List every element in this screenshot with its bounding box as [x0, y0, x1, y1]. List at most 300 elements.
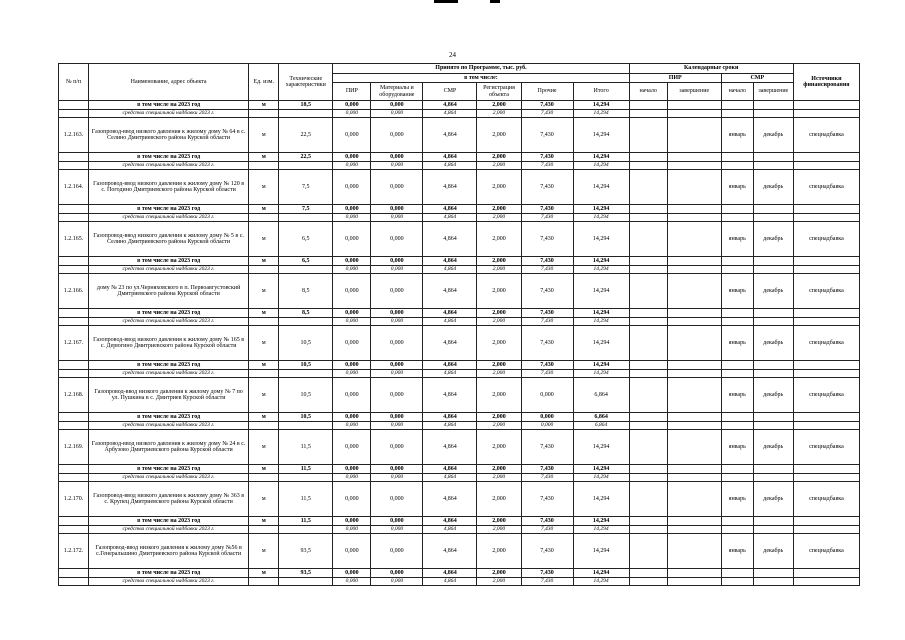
- source-cell: спецнадбавка: [793, 430, 859, 465]
- value-other: 7,430: [521, 162, 573, 170]
- unit-cell: м: [249, 118, 279, 153]
- pir-end-cell: [667, 110, 721, 118]
- surcharge-row: [59, 214, 860, 222]
- pir-start-cell: [629, 162, 667, 170]
- source-cell: [793, 465, 859, 474]
- pir-start-cell: [629, 326, 667, 361]
- header-sources: Источники финансирования: [793, 64, 859, 101]
- value-reg: 2,000: [477, 101, 521, 110]
- value-pir: 0,000: [333, 318, 371, 326]
- value-pir: 0,000: [333, 378, 371, 413]
- value-total: 14,294: [573, 205, 629, 214]
- pir-start-cell: [629, 118, 667, 153]
- value-mat: 0,000: [371, 465, 423, 474]
- value-pir: 0,000: [333, 526, 371, 534]
- smr-end-cell: [753, 569, 793, 578]
- smr-end-cell: [753, 370, 793, 378]
- row-label: в том числе на 2023 год: [89, 569, 249, 578]
- smr-end-cell: [753, 101, 793, 110]
- row-number: [59, 162, 89, 170]
- value-pir: 0,000: [333, 170, 371, 205]
- pir-start-cell: [629, 318, 667, 326]
- row-number: [59, 214, 89, 222]
- surcharge-row: [59, 526, 860, 534]
- year-total-row: [59, 205, 860, 214]
- tech-cell: 11,5: [279, 482, 333, 517]
- pir-start-cell: [629, 569, 667, 578]
- pir-end-cell: [667, 309, 721, 318]
- smr-end-cell: декабрь: [753, 222, 793, 257]
- value-smr: 4,864: [423, 422, 477, 430]
- pir-end-cell: [667, 474, 721, 482]
- pir-end-cell: [667, 214, 721, 222]
- row-number: [59, 578, 89, 586]
- value-pir: 0,000: [333, 517, 371, 526]
- scan-artifact: [490, 0, 500, 3]
- value-smr: 4,864: [423, 309, 477, 318]
- value-reg: 2,000: [477, 326, 521, 361]
- unit-cell: м: [249, 326, 279, 361]
- value-other: 7,430: [521, 361, 573, 370]
- value-smr: 4,864: [423, 569, 477, 578]
- smr-end-cell: [753, 413, 793, 422]
- pir-end-cell: [667, 205, 721, 214]
- value-reg: 2,000: [477, 413, 521, 422]
- value-other: 7,430: [521, 110, 573, 118]
- object-name: Газопровод-ввод низкого давления к жилому дому № 165 в с. Дерюгино Дмитриевского района Курской области: [89, 326, 249, 361]
- pir-end-cell: [667, 326, 721, 361]
- value-smr: 4,864: [423, 153, 477, 162]
- source-cell: [793, 370, 859, 378]
- row-label: средства специальной надбавки 2023 г.: [89, 474, 249, 482]
- value-other: 7,430: [521, 170, 573, 205]
- row-label: средства специальной надбавки 2023 г.: [89, 162, 249, 170]
- value-total: 14,294: [573, 370, 629, 378]
- unit-cell: [249, 474, 279, 482]
- value-reg: 2,000: [477, 465, 521, 474]
- value-total: 14,294: [573, 474, 629, 482]
- value-reg: 2,000: [477, 118, 521, 153]
- year-total-row: [59, 465, 860, 474]
- tech-cell: 22,5: [279, 118, 333, 153]
- unit-cell: м: [249, 378, 279, 413]
- smr-start-cell: [721, 422, 753, 430]
- row-label: в том числе на 2023 год: [89, 153, 249, 162]
- smr-start-cell: [721, 266, 753, 274]
- source-cell: спецнадбавка: [793, 378, 859, 413]
- source-cell: [793, 214, 859, 222]
- row-number: 1.2.165.: [59, 222, 89, 257]
- row-number: 1.2.172.: [59, 534, 89, 569]
- smr-start-cell: [721, 370, 753, 378]
- tech-cell: 6,5: [279, 222, 333, 257]
- value-pir: 0,000: [333, 257, 371, 266]
- row-label: в том числе на 2023 год: [89, 517, 249, 526]
- value-total: 14,294: [573, 222, 629, 257]
- pir-start-cell: [629, 153, 667, 162]
- tech-cell: 6,5: [279, 257, 333, 266]
- value-mat: 0,000: [371, 526, 423, 534]
- row-label: средства специальной надбавки 2023 г.: [89, 266, 249, 274]
- header-smr-start: начало: [721, 83, 753, 101]
- value-reg: 2,000: [477, 274, 521, 309]
- smr-end-cell: декабрь: [753, 482, 793, 517]
- smr-start-cell: [721, 474, 753, 482]
- table-header: [59, 64, 860, 101]
- source-cell: [793, 153, 859, 162]
- pir-end-cell: [667, 101, 721, 110]
- header-cost-group: Принято по Программе, тыс. руб.: [333, 64, 629, 74]
- surcharge-row: [59, 110, 860, 118]
- row-label: средства специальной надбавки 2023 г.: [89, 214, 249, 222]
- pir-end-cell: [667, 465, 721, 474]
- unit-cell: м: [249, 430, 279, 465]
- value-smr: 4,864: [423, 326, 477, 361]
- source-cell: [793, 526, 859, 534]
- tech-cell: 93,5: [279, 569, 333, 578]
- value-other: 7,430: [521, 309, 573, 318]
- header-incl: в том числе:: [333, 74, 629, 83]
- scan-artifact: [434, 0, 458, 3]
- row-number: 1.2.168.: [59, 378, 89, 413]
- smr-start-cell: [721, 361, 753, 370]
- value-mat: 0,000: [371, 170, 423, 205]
- row-label: в том числе на 2023 год: [89, 205, 249, 214]
- object-name: Газопровод-ввод низкого давления к жилому дому № 363 в с. Крупец Дмитриевского района Курской области: [89, 482, 249, 517]
- value-pir: 0,000: [333, 534, 371, 569]
- value-total: 14,294: [573, 578, 629, 586]
- pir-start-cell: [629, 430, 667, 465]
- value-total: 14,294: [573, 517, 629, 526]
- source-cell: спецнадбавка: [793, 326, 859, 361]
- value-other: 7,430: [521, 370, 573, 378]
- pir-end-cell: [667, 266, 721, 274]
- unit-cell: [249, 526, 279, 534]
- tech-cell: [279, 266, 333, 274]
- object-name: Газопровод-ввод низкого давления к жилому дому № 5 в с. Селино Дмитриевского района Курской области: [89, 222, 249, 257]
- row-label: в том числе на 2023 год: [89, 413, 249, 422]
- value-reg: 2,000: [477, 257, 521, 266]
- value-pir: 0,000: [333, 422, 371, 430]
- smr-end-cell: декабрь: [753, 118, 793, 153]
- value-total: 14,294: [573, 110, 629, 118]
- tech-cell: 10,5: [279, 326, 333, 361]
- year-total-row: [59, 361, 860, 370]
- smr-end-cell: [753, 309, 793, 318]
- pir-end-cell: [667, 569, 721, 578]
- value-smr: 4,864: [423, 214, 477, 222]
- value-pir: 0,000: [333, 465, 371, 474]
- value-mat: 0,000: [371, 430, 423, 465]
- value-pir: 0,000: [333, 413, 371, 422]
- smr-start-cell: [721, 309, 753, 318]
- value-smr: 4,864: [423, 517, 477, 526]
- smr-end-cell: [753, 205, 793, 214]
- tech-cell: [279, 422, 333, 430]
- value-reg: 2,000: [477, 534, 521, 569]
- value-mat: 0,000: [371, 118, 423, 153]
- value-total: 14,294: [573, 569, 629, 578]
- source-cell: спецнадбавка: [793, 222, 859, 257]
- tech-cell: [279, 162, 333, 170]
- source-cell: [793, 110, 859, 118]
- pir-start-cell: [629, 413, 667, 422]
- unit-cell: [249, 370, 279, 378]
- smr-start-cell: [721, 153, 753, 162]
- value-mat: 0,000: [371, 413, 423, 422]
- value-reg: 2,000: [477, 569, 521, 578]
- row-number: [59, 153, 89, 162]
- row-label: средства специальной надбавки 2023 г.: [89, 578, 249, 586]
- smr-end-cell: декабрь: [753, 430, 793, 465]
- row-number: [59, 474, 89, 482]
- smr-end-cell: [753, 474, 793, 482]
- value-other: 7,430: [521, 534, 573, 569]
- tech-cell: 8,5: [279, 309, 333, 318]
- smr-start-cell: январь: [721, 118, 753, 153]
- value-total: 14,294: [573, 257, 629, 266]
- pir-start-cell: [629, 222, 667, 257]
- value-other: 7,430: [521, 266, 573, 274]
- value-pir: 0,000: [333, 274, 371, 309]
- value-mat: 0,000: [371, 153, 423, 162]
- tech-cell: 7,5: [279, 205, 333, 214]
- value-smr: 4,864: [423, 110, 477, 118]
- value-smr: 4,864: [423, 413, 477, 422]
- pir-start-cell: [629, 534, 667, 569]
- smr-end-cell: [753, 318, 793, 326]
- row-number: [59, 526, 89, 534]
- value-reg: 2,000: [477, 266, 521, 274]
- value-reg: 2,000: [477, 430, 521, 465]
- row-number: [59, 205, 89, 214]
- header-cal-smr: СМР: [721, 74, 793, 83]
- pir-end-cell: [667, 526, 721, 534]
- value-total: 14,294: [573, 170, 629, 205]
- smr-start-cell: [721, 413, 753, 422]
- unit-cell: м: [249, 274, 279, 309]
- pir-end-cell: [667, 422, 721, 430]
- value-other: 7,430: [521, 517, 573, 526]
- pir-end-cell: [667, 370, 721, 378]
- unit-cell: м: [249, 534, 279, 569]
- smr-end-cell: [753, 214, 793, 222]
- unit-cell: м: [249, 569, 279, 578]
- unit-cell: [249, 266, 279, 274]
- smr-start-cell: [721, 205, 753, 214]
- value-total: 14,294: [573, 482, 629, 517]
- pir-start-cell: [629, 474, 667, 482]
- object-row: [59, 118, 860, 153]
- pir-end-cell: [667, 361, 721, 370]
- pir-start-cell: [629, 110, 667, 118]
- value-mat: 0,000: [371, 309, 423, 318]
- value-mat: 0,000: [371, 274, 423, 309]
- value-pir: 0,000: [333, 361, 371, 370]
- source-cell: спецнадбавка: [793, 274, 859, 309]
- value-other: 7,430: [521, 482, 573, 517]
- object-row: [59, 222, 860, 257]
- value-mat: 0,000: [371, 266, 423, 274]
- smr-start-cell: январь: [721, 534, 753, 569]
- source-cell: [793, 578, 859, 586]
- object-row: [59, 430, 860, 465]
- row-number: [59, 370, 89, 378]
- value-pir: 0,000: [333, 569, 371, 578]
- value-mat: 0,000: [371, 482, 423, 517]
- object-name: Газопровод-ввод низкого давления к жилому дому № 64 в с. Селино Дмитриевского района Курской области: [89, 118, 249, 153]
- year-total-row: [59, 101, 860, 110]
- value-total: 14,294: [573, 465, 629, 474]
- row-label: в том числе на 2023 год: [89, 101, 249, 110]
- pir-start-cell: [629, 205, 667, 214]
- value-mat: 0,000: [371, 569, 423, 578]
- value-mat: 0,000: [371, 162, 423, 170]
- value-smr: 4,864: [423, 370, 477, 378]
- smr-end-cell: [753, 517, 793, 526]
- row-number: 1.2.163.: [59, 118, 89, 153]
- pir-end-cell: [667, 222, 721, 257]
- tech-cell: 18,5: [279, 101, 333, 110]
- row-label: средства специальной надбавки 2023 г.: [89, 110, 249, 118]
- value-pir: 0,000: [333, 430, 371, 465]
- tech-cell: [279, 474, 333, 482]
- pir-end-cell: [667, 534, 721, 569]
- value-reg: 2,000: [477, 318, 521, 326]
- value-total: 14,294: [573, 162, 629, 170]
- value-mat: 0,000: [371, 222, 423, 257]
- value-reg: 2,000: [477, 205, 521, 214]
- value-other: 7,430: [521, 205, 573, 214]
- source-cell: [793, 101, 859, 110]
- value-pir: 0,000: [333, 309, 371, 318]
- value-pir: 0,000: [333, 326, 371, 361]
- value-smr: 4,864: [423, 257, 477, 266]
- value-pir: 0,000: [333, 153, 371, 162]
- row-label: в том числе на 2023 год: [89, 257, 249, 266]
- pir-end-cell: [667, 257, 721, 266]
- value-mat: 0,000: [371, 101, 423, 110]
- source-cell: [793, 162, 859, 170]
- value-reg: 2,000: [477, 162, 521, 170]
- value-pir: 0,000: [333, 266, 371, 274]
- value-mat: 0,000: [371, 361, 423, 370]
- object-row: [59, 534, 860, 569]
- value-other: 7,430: [521, 222, 573, 257]
- value-other: 7,430: [521, 153, 573, 162]
- tech-cell: [279, 318, 333, 326]
- value-other: 7,430: [521, 569, 573, 578]
- row-label: средства специальной надбавки 2023 г.: [89, 370, 249, 378]
- value-smr: 4,864: [423, 482, 477, 517]
- value-smr: 4,864: [423, 118, 477, 153]
- smr-end-cell: декабрь: [753, 378, 793, 413]
- pir-end-cell: [667, 517, 721, 526]
- pir-end-cell: [667, 430, 721, 465]
- smr-start-cell: [721, 465, 753, 474]
- unit-cell: м: [249, 101, 279, 110]
- tech-cell: 10,5: [279, 413, 333, 422]
- smr-start-cell: январь: [721, 274, 753, 309]
- unit-cell: м: [249, 413, 279, 422]
- smr-start-cell: [721, 318, 753, 326]
- value-other: 0,000: [521, 422, 573, 430]
- source-cell: [793, 266, 859, 274]
- value-total: 14,294: [573, 318, 629, 326]
- value-pir: 0,000: [333, 482, 371, 517]
- header-pir-start: начало: [629, 83, 667, 101]
- value-reg: 2,000: [477, 170, 521, 205]
- row-number: [59, 101, 89, 110]
- pir-start-cell: [629, 370, 667, 378]
- year-total-row: [59, 517, 860, 526]
- row-number: [59, 465, 89, 474]
- value-reg: 2,000: [477, 361, 521, 370]
- value-pir: 0,000: [333, 118, 371, 153]
- value-total: 6,864: [573, 378, 629, 413]
- value-total: 14,294: [573, 153, 629, 162]
- value-mat: 0,000: [371, 318, 423, 326]
- tech-cell: 7,5: [279, 170, 333, 205]
- smr-start-cell: январь: [721, 170, 753, 205]
- value-smr: 4,864: [423, 101, 477, 110]
- unit-cell: [249, 162, 279, 170]
- smr-start-cell: январь: [721, 378, 753, 413]
- source-cell: [793, 474, 859, 482]
- object-row: [59, 326, 860, 361]
- value-pir: 0,000: [333, 101, 371, 110]
- source-cell: спецнадбавка: [793, 170, 859, 205]
- smr-end-cell: [753, 465, 793, 474]
- header-cal-pir: ПИР: [629, 74, 721, 83]
- smr-start-cell: январь: [721, 482, 753, 517]
- value-total: 14,294: [573, 526, 629, 534]
- year-total-row: [59, 413, 860, 422]
- surcharge-row: [59, 318, 860, 326]
- smr-end-cell: [753, 578, 793, 586]
- pir-start-cell: [629, 465, 667, 474]
- tech-cell: [279, 526, 333, 534]
- value-mat: 0,000: [371, 474, 423, 482]
- year-total-row: [59, 257, 860, 266]
- object-row: [59, 170, 860, 205]
- value-total: 14,294: [573, 326, 629, 361]
- value-reg: 2,000: [477, 474, 521, 482]
- smr-end-cell: [753, 422, 793, 430]
- tech-cell: 93,5: [279, 534, 333, 569]
- value-mat: 0,000: [371, 257, 423, 266]
- year-total-row: [59, 569, 860, 578]
- value-mat: 0,000: [371, 110, 423, 118]
- row-number: [59, 266, 89, 274]
- row-number: 1.2.169.: [59, 430, 89, 465]
- surcharge-row: [59, 422, 860, 430]
- smr-start-cell: [721, 526, 753, 534]
- value-total: 14,294: [573, 430, 629, 465]
- pir-end-cell: [667, 118, 721, 153]
- source-cell: [793, 361, 859, 370]
- value-mat: 0,000: [371, 422, 423, 430]
- pir-start-cell: [629, 309, 667, 318]
- table-body: [59, 101, 860, 586]
- value-mat: 0,000: [371, 326, 423, 361]
- value-smr: 4,864: [423, 162, 477, 170]
- unit-cell: м: [249, 205, 279, 214]
- source-cell: [793, 422, 859, 430]
- smr-end-cell: [753, 361, 793, 370]
- smr-start-cell: [721, 569, 753, 578]
- unit-cell: [249, 214, 279, 222]
